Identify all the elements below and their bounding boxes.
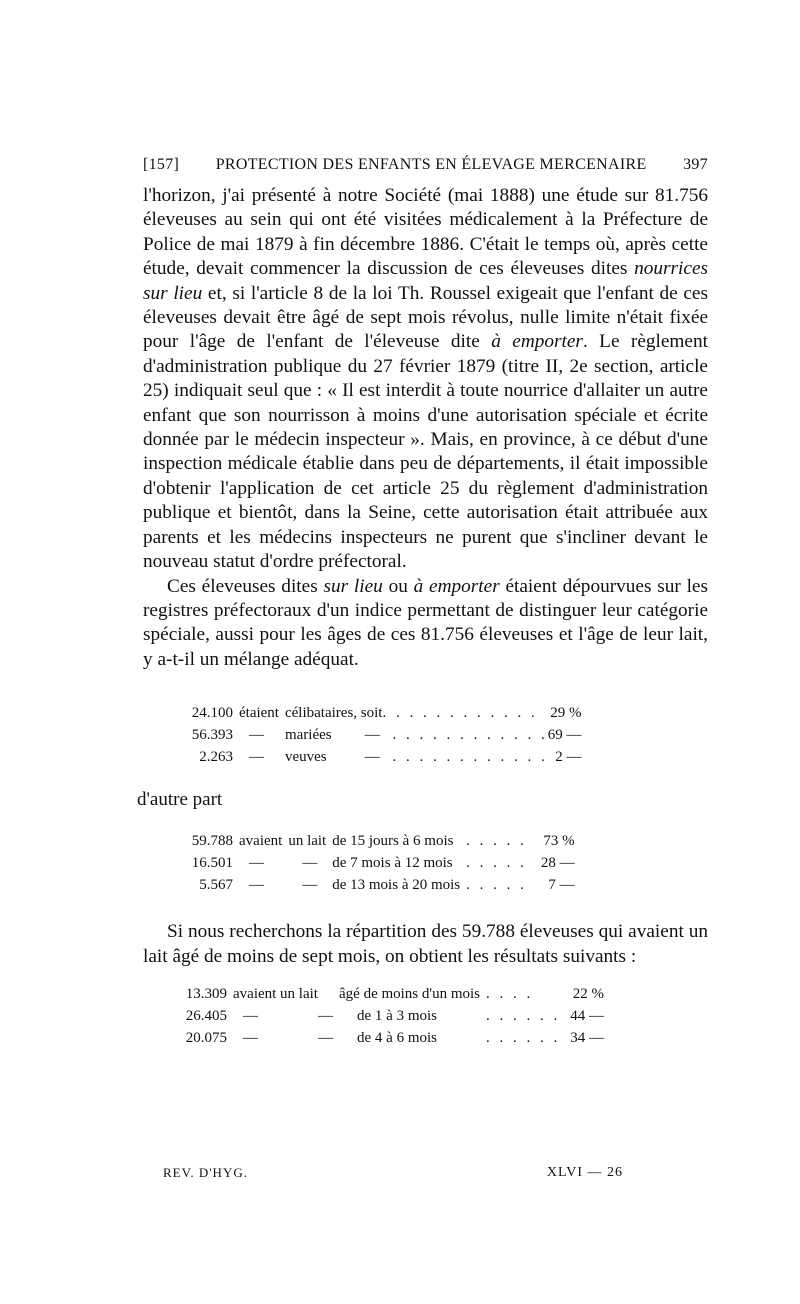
paragraph-1 [143, 184, 708, 575]
footer-signature: XLVI — 26 [546, 1165, 623, 1180]
cell-range: de 4 à 6 mois [357, 1029, 437, 1046]
italic-term: sur lieu [323, 575, 383, 597]
running-header [143, 156, 708, 184]
cell-leader: . . . . . . . . . . . . [392, 749, 548, 766]
table-row [177, 746, 581, 768]
table-row [177, 852, 575, 874]
cell-verb: avaient un lait [233, 985, 318, 1002]
cell-percent: 28 — [540, 855, 575, 872]
cell-percent: 73 % [543, 833, 575, 850]
cell-count: 56.393 [191, 727, 233, 744]
cell-count: 24.100 [191, 705, 233, 722]
cell-leader: . . . . . . [486, 1029, 561, 1046]
cell-percent: 34 — [570, 1029, 605, 1046]
cell-verb: avaient [239, 833, 283, 850]
cell-range: de 13 mois à 20 mois [332, 877, 461, 894]
table-row [177, 874, 575, 896]
cell-count: 5.567 [199, 877, 233, 894]
cell-ditto: — [318, 1029, 333, 1046]
cell-range: de 15 jours à 6 mois [332, 833, 454, 850]
cell-ditto: — [364, 727, 380, 744]
table-row [177, 702, 581, 724]
cell-percent: 22 % [572, 985, 605, 1002]
text-span: Ces éleveuses dites [167, 575, 324, 597]
cell-count: 26.405 [185, 1007, 227, 1024]
cell-percent: 69 — [547, 727, 582, 744]
cell-label: veuves [284, 749, 327, 766]
header-title: PROTECTION DES ENFANTS EN ÉLEVAGE MERCENAIRE [215, 156, 647, 173]
cell-verb: — [243, 1029, 258, 1046]
text-span: étaient dépourvues sur les registres préfectoraux d'un indice permettant de distinguer leur catégorie spéciale, aussi pour les âges de ces 81.756 éleveuses et l'âge de leur lait, y a-t-il un mélange adéquat. [143, 575, 708, 670]
cell-percent: 29 % [550, 705, 582, 722]
table-under-seven-months [171, 983, 604, 1049]
cell-verb: — [249, 727, 264, 744]
cell-ditto: — [302, 877, 318, 894]
footer-journal: REV. D'HYG. [163, 1165, 248, 1180]
cell-ditto: — [318, 1007, 333, 1024]
cell-leader: . . . . . . [486, 1007, 561, 1024]
body-text [143, 184, 708, 672]
cell-range: âgé de moins d'un mois [339, 985, 481, 1002]
paragraph-2 [143, 575, 708, 673]
cell-label: célibataires, soit [284, 705, 383, 722]
cell-verb: — [249, 877, 264, 894]
cell-label: un lait [288, 833, 327, 850]
table-milk-age [177, 830, 575, 896]
cell-count: 2.263 [199, 749, 233, 766]
text-span: . Le règlement d'administration publique du 27 février 1879 (titre II, 2e section, article 25) indiquait seul que : « Il est interdit à toute nourrice d'allaiter un autre enfant que son nourrisson à moins d'une autorisation spéciale et écrite donnée par le médecin inspecteur ». Mais, en province, à ce début d'une inspection médicale établie dans peu de départements, il était impossible d'obtenir l'application de cet article 25 du règlement d'administration publique et bientôt, dans la Seine, cette autorisation était attribuée aux parents et les médecins inspecteurs ne purent que s'incliner devant le nouveau statut d'ordre préfectoral. [143, 331, 708, 573]
cell-verb: étaient [239, 705, 279, 722]
body-text-2 [143, 920, 708, 969]
table-row [171, 1005, 604, 1027]
table-civil-status [177, 702, 581, 768]
paragraph-3: Si nous recherchons la répartition des 59.788 éleveuses qui avaient un lait âgé de moins de sept mois, on obtient les résultats suivants : [143, 921, 708, 967]
cell-range: de 7 mois à 12 mois [332, 855, 453, 872]
footer [163, 1165, 623, 1181]
cell-percent: 44 — [570, 1007, 605, 1024]
italic-term: nourrices sur lieu [143, 258, 708, 304]
cell-percent: 2 — [555, 749, 582, 766]
cell-ditto: — [364, 749, 380, 766]
header-left: [157] [143, 156, 180, 173]
dautre-part: d'autre part [137, 789, 223, 811]
page-number: 397 [683, 156, 708, 173]
cell-leader: . . . . . . . . . . . . [392, 727, 548, 744]
cell-verb: — [243, 1007, 258, 1024]
page [137, 156, 708, 1049]
cell-ditto: — [302, 855, 318, 872]
cell-range: de 1 à 3 mois [357, 1007, 437, 1024]
cell-leader: . . . . . [466, 855, 527, 872]
cell-leader: . . . . [486, 985, 534, 1002]
cell-label: mariées [284, 727, 332, 744]
text-span: et, si l'article 8 de la loi Th. Roussel exigeait que l'enfant de ces éleveuses devait être âgé de sept mois révolus, nulle limite n'était fixée pour l'âge de l'enfant de l'éleveuse dite [143, 282, 708, 353]
table-row [177, 830, 575, 852]
text-span: ou [382, 575, 414, 597]
cell-verb: — [249, 749, 264, 766]
cell-count: 16.501 [191, 855, 233, 872]
cell-count: 59.788 [191, 833, 233, 850]
cell-verb: — [249, 855, 264, 872]
italic-term: à emporter [491, 331, 583, 353]
cell-leader: . . . . . . . . . . . . [382, 705, 538, 722]
cell-leader: . . . . . [466, 833, 527, 850]
cell-leader: . . . . . [466, 877, 527, 894]
table-row [177, 724, 581, 746]
cell-count: 13.309 [185, 985, 227, 1002]
italic-term: à emporter [413, 575, 500, 597]
text-span: l'horizon, j'ai présenté à notre Société (mai 1888) une étude sur 81.756 éleveuses au sein qui ont été visitées médicalement à la Préfecture de Police de mai 1879 à fin décembre 1886. C'était le temps où, après cette étude, devait commencer la discussion de ces éleveuses dites [143, 185, 708, 280]
table-row [171, 1027, 604, 1049]
table-row [171, 983, 604, 1005]
cell-count: 20.075 [185, 1029, 227, 1046]
cell-percent: 7 — [548, 877, 575, 894]
